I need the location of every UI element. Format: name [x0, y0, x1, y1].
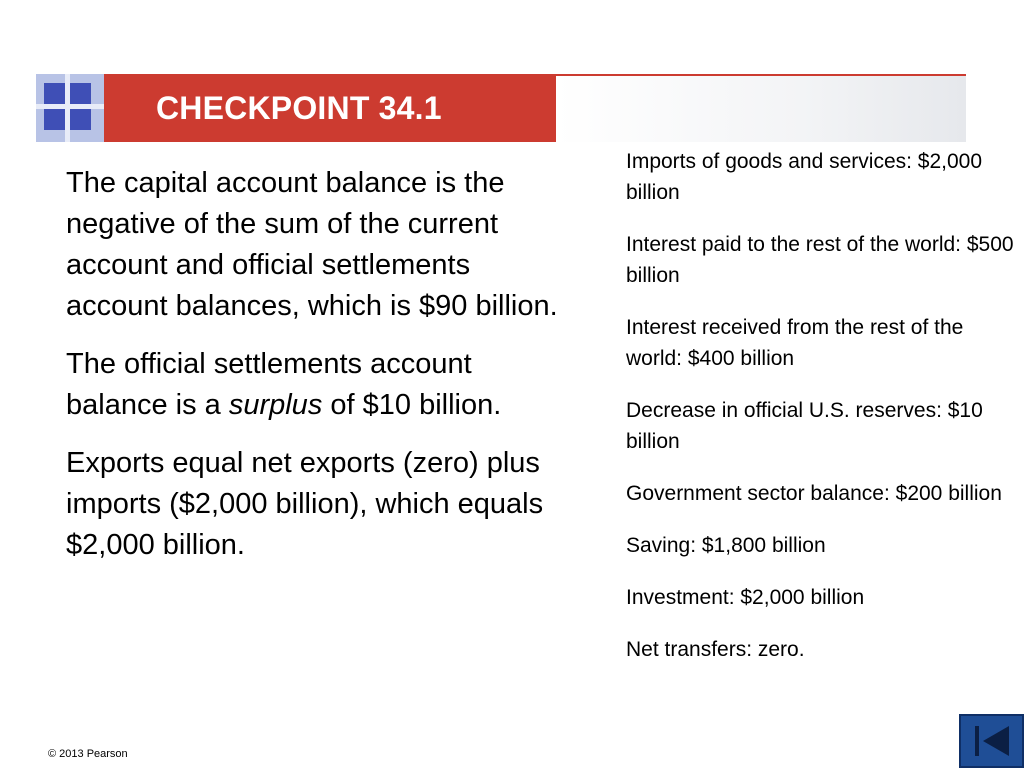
official-settlements-paragraph — [66, 344, 566, 426]
list-item: Interest paid to the rest of the world: $500 billion — [626, 233, 1014, 287]
title-bar — [104, 74, 556, 142]
para2-before: The official settlements account balance is a — [66, 348, 472, 421]
list-item: Investment: $2,000 billion — [626, 586, 865, 609]
list-item: Imports of goods and services: $2,000 billion — [626, 150, 983, 204]
left-column — [66, 163, 566, 583]
para2-after: of $10 billion. — [322, 389, 502, 421]
title-fade — [556, 74, 966, 142]
exports-paragraph: Exports equal net exports (zero) plus imports ($2,000 billion), which equals $2,000 billion. — [66, 447, 544, 561]
slide-title: CHECKPOINT 34.1 — [156, 89, 442, 126]
previous-slide-button[interactable] — [959, 714, 1024, 768]
logo-squares-icon — [36, 74, 104, 142]
list-item: Decrease in official U.S. reserves: $10 billion — [626, 399, 983, 453]
capital-account-paragraph: The capital account balance is the negative of the sum of the current account and official settlements account balances, which is $90 billion. — [66, 167, 558, 322]
list-item: Saving: $1,800 billion — [626, 534, 826, 557]
skip-back-icon — [961, 716, 1022, 766]
surplus-emphasis: surplus — [228, 389, 323, 421]
list-item: Net transfers: zero. — [626, 638, 805, 661]
right-column — [626, 146, 1018, 686]
list-item: Interest received from the rest of the world: $400 billion — [626, 316, 964, 370]
list-item: Government sector balance: $200 billion — [626, 482, 1002, 505]
copyright-text: © 2013 Pearson — [48, 748, 128, 760]
